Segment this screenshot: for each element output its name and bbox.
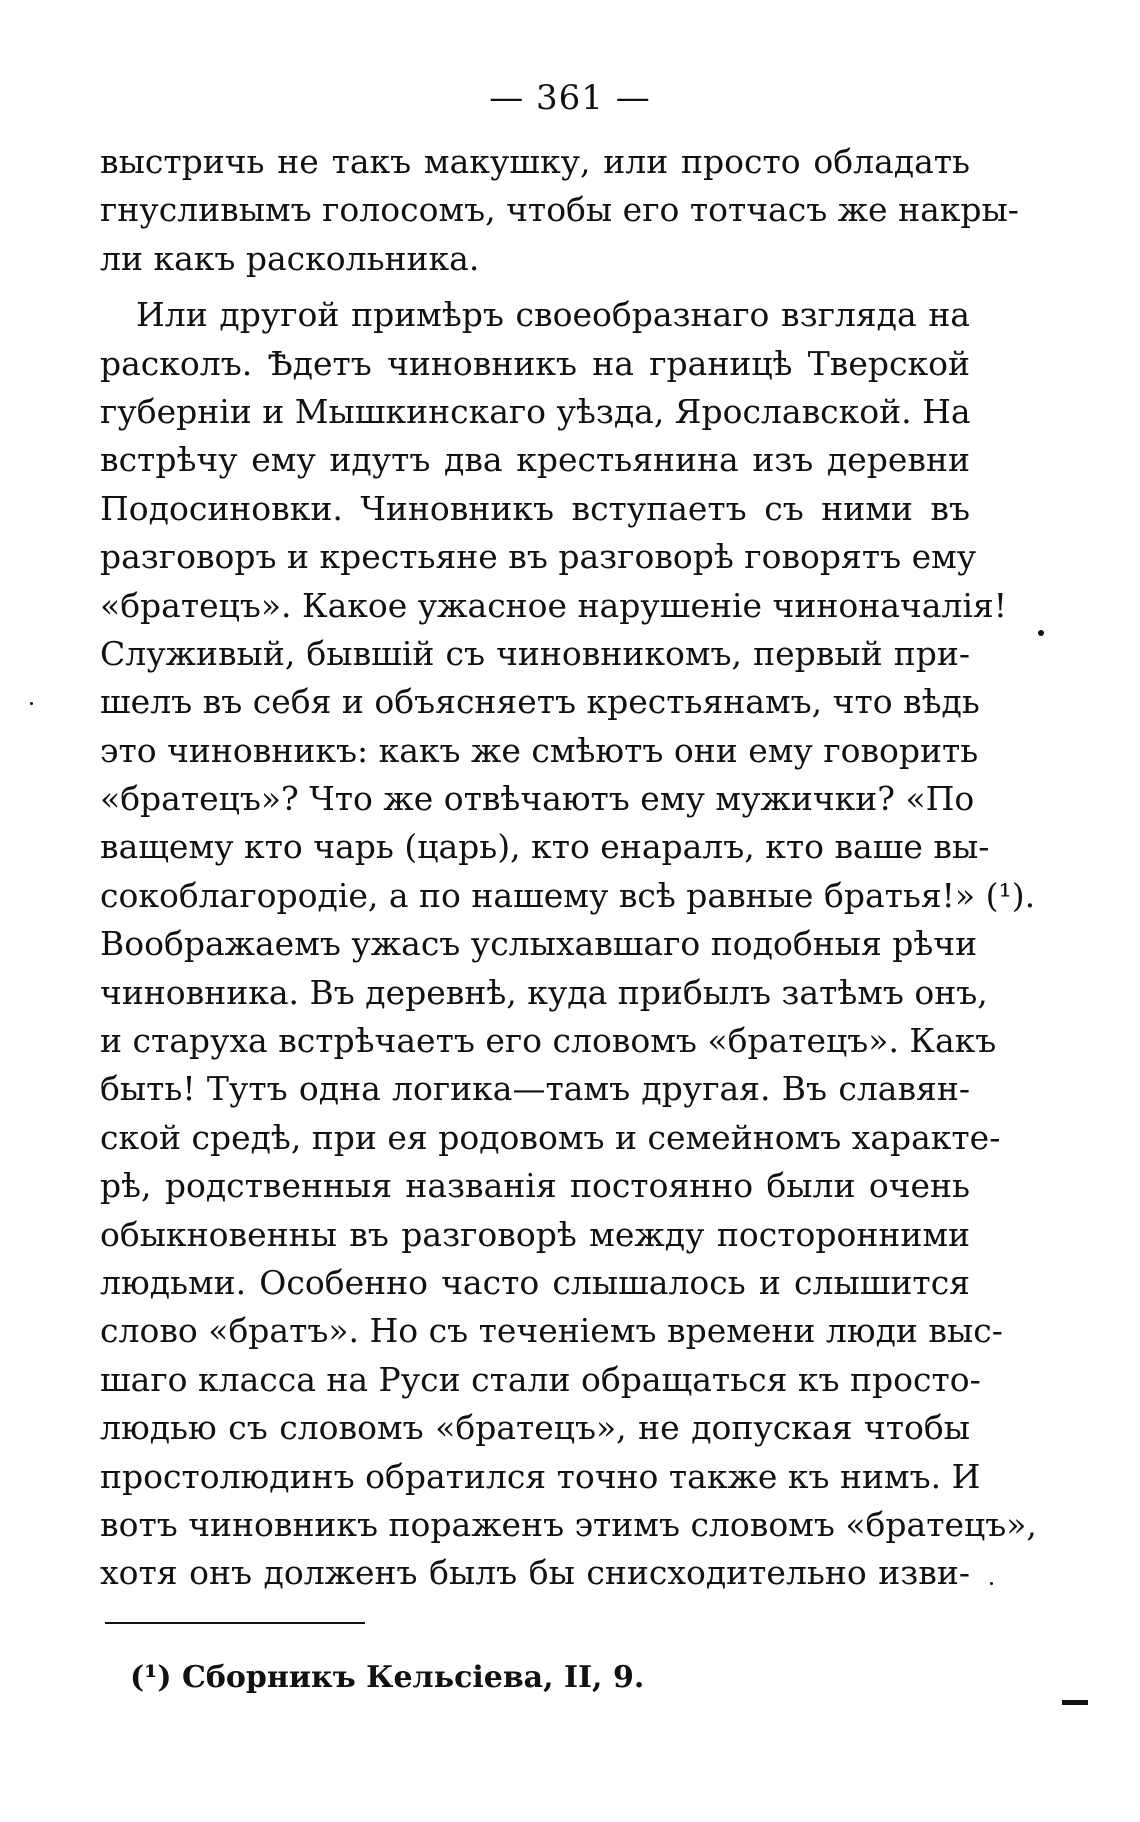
text-line: расколъ. Ѣдетъ чиновникъ на границѣ Тверской [100, 343, 970, 383]
text-line: Воображаемъ ужасъ услыхавшаго подобныя рѣчи [100, 924, 978, 964]
text-line: «братецъ»? Что же отвѣчаютъ ему мужички? «По [100, 779, 975, 819]
scan-speck [30, 702, 33, 705]
text-line: быть! Тутъ одна логика—тамъ другая. Въ славян- [100, 1069, 970, 1109]
text-line: это чиновникъ: какъ же смѣютъ они ему говорить [100, 730, 979, 770]
footnote-divider [105, 1622, 365, 1624]
scan-speck [1062, 1700, 1088, 1705]
text-line: простолюдинъ обратился точно также къ нимъ. И [100, 1456, 981, 1496]
text-line: людьми. Особенно часто слышалось и слышится [100, 1262, 970, 1302]
text-line: ской средѣ, при ея родовомъ и семейномъ характе- [100, 1117, 1001, 1157]
text-line: Подосиновки. Чиновникъ вступаетъ съ ними въ [100, 488, 970, 528]
text-line: людью съ словомъ «братецъ», не допуская чтобы [100, 1408, 970, 1448]
text-line: гнусливымъ голосомъ, чтобы его тотчасъ же накры- [100, 190, 1019, 230]
text-line: губерніи и Мышкинскаго уѣзда, Ярославской. На [100, 391, 971, 431]
page-number: — 361 — [489, 78, 651, 118]
text-line: ващему кто чарь (царь), кто енаралъ, кто ваше вы- [100, 827, 990, 867]
text-line: разговоръ и крестьяне въ разговорѣ говорятъ ему [100, 537, 977, 577]
text-line: рѣ, родственныя названія постоянно были очень [100, 1166, 970, 1206]
scan-speck [1038, 630, 1044, 636]
text-line: вотъ чиновникъ пораженъ этимъ словомъ «братецъ», [100, 1504, 1037, 1544]
text-line: и старуха встрѣчаетъ его словомъ «братецъ». Какъ [100, 1021, 997, 1061]
text-line: шаго класса на Руси стали обращаться къ просто- [100, 1359, 981, 1399]
text-line: «братецъ». Какое ужасное нарушеніе чиноначалія! [100, 585, 1007, 625]
text-line: встрѣчу ему идутъ два крестьянина изъ деревни [100, 440, 970, 480]
text-line: Или другой примѣръ своеобразнаго взгляда на [136, 295, 970, 335]
body-text [100, 138, 1037, 1598]
text-line: чиновника. Въ деревнѣ, куда прибылъ затѣмъ онъ, [100, 972, 988, 1012]
text-line: обыкновенны въ разговорѣ между посторонними [100, 1214, 970, 1254]
text-line: ли какъ раскольника. [100, 238, 480, 278]
text-line: выстричь не такъ макушку, или просто обладать [100, 142, 970, 181]
text-line: шелъ въ себя и объясняетъ крестьянамъ, что вѣдь [100, 682, 980, 722]
scan-speck [990, 1582, 993, 1585]
text-line: сокоблагородіе, а по нашему всѣ равные братья!» (¹). [100, 875, 1036, 915]
text-line: хотя онъ долженъ былъ бы снисходительно изви- [100, 1553, 970, 1593]
text-line: слово «братъ». Но съ теченіемъ времени люди выс- [100, 1311, 1003, 1351]
text-line: Служивый, бывшій съ чиновникомъ, первый при- [100, 633, 970, 673]
footnote: (¹) Сборникъ Кельсіева, II, 9. [130, 1660, 645, 1695]
paragraph-gap [100, 283, 970, 291]
